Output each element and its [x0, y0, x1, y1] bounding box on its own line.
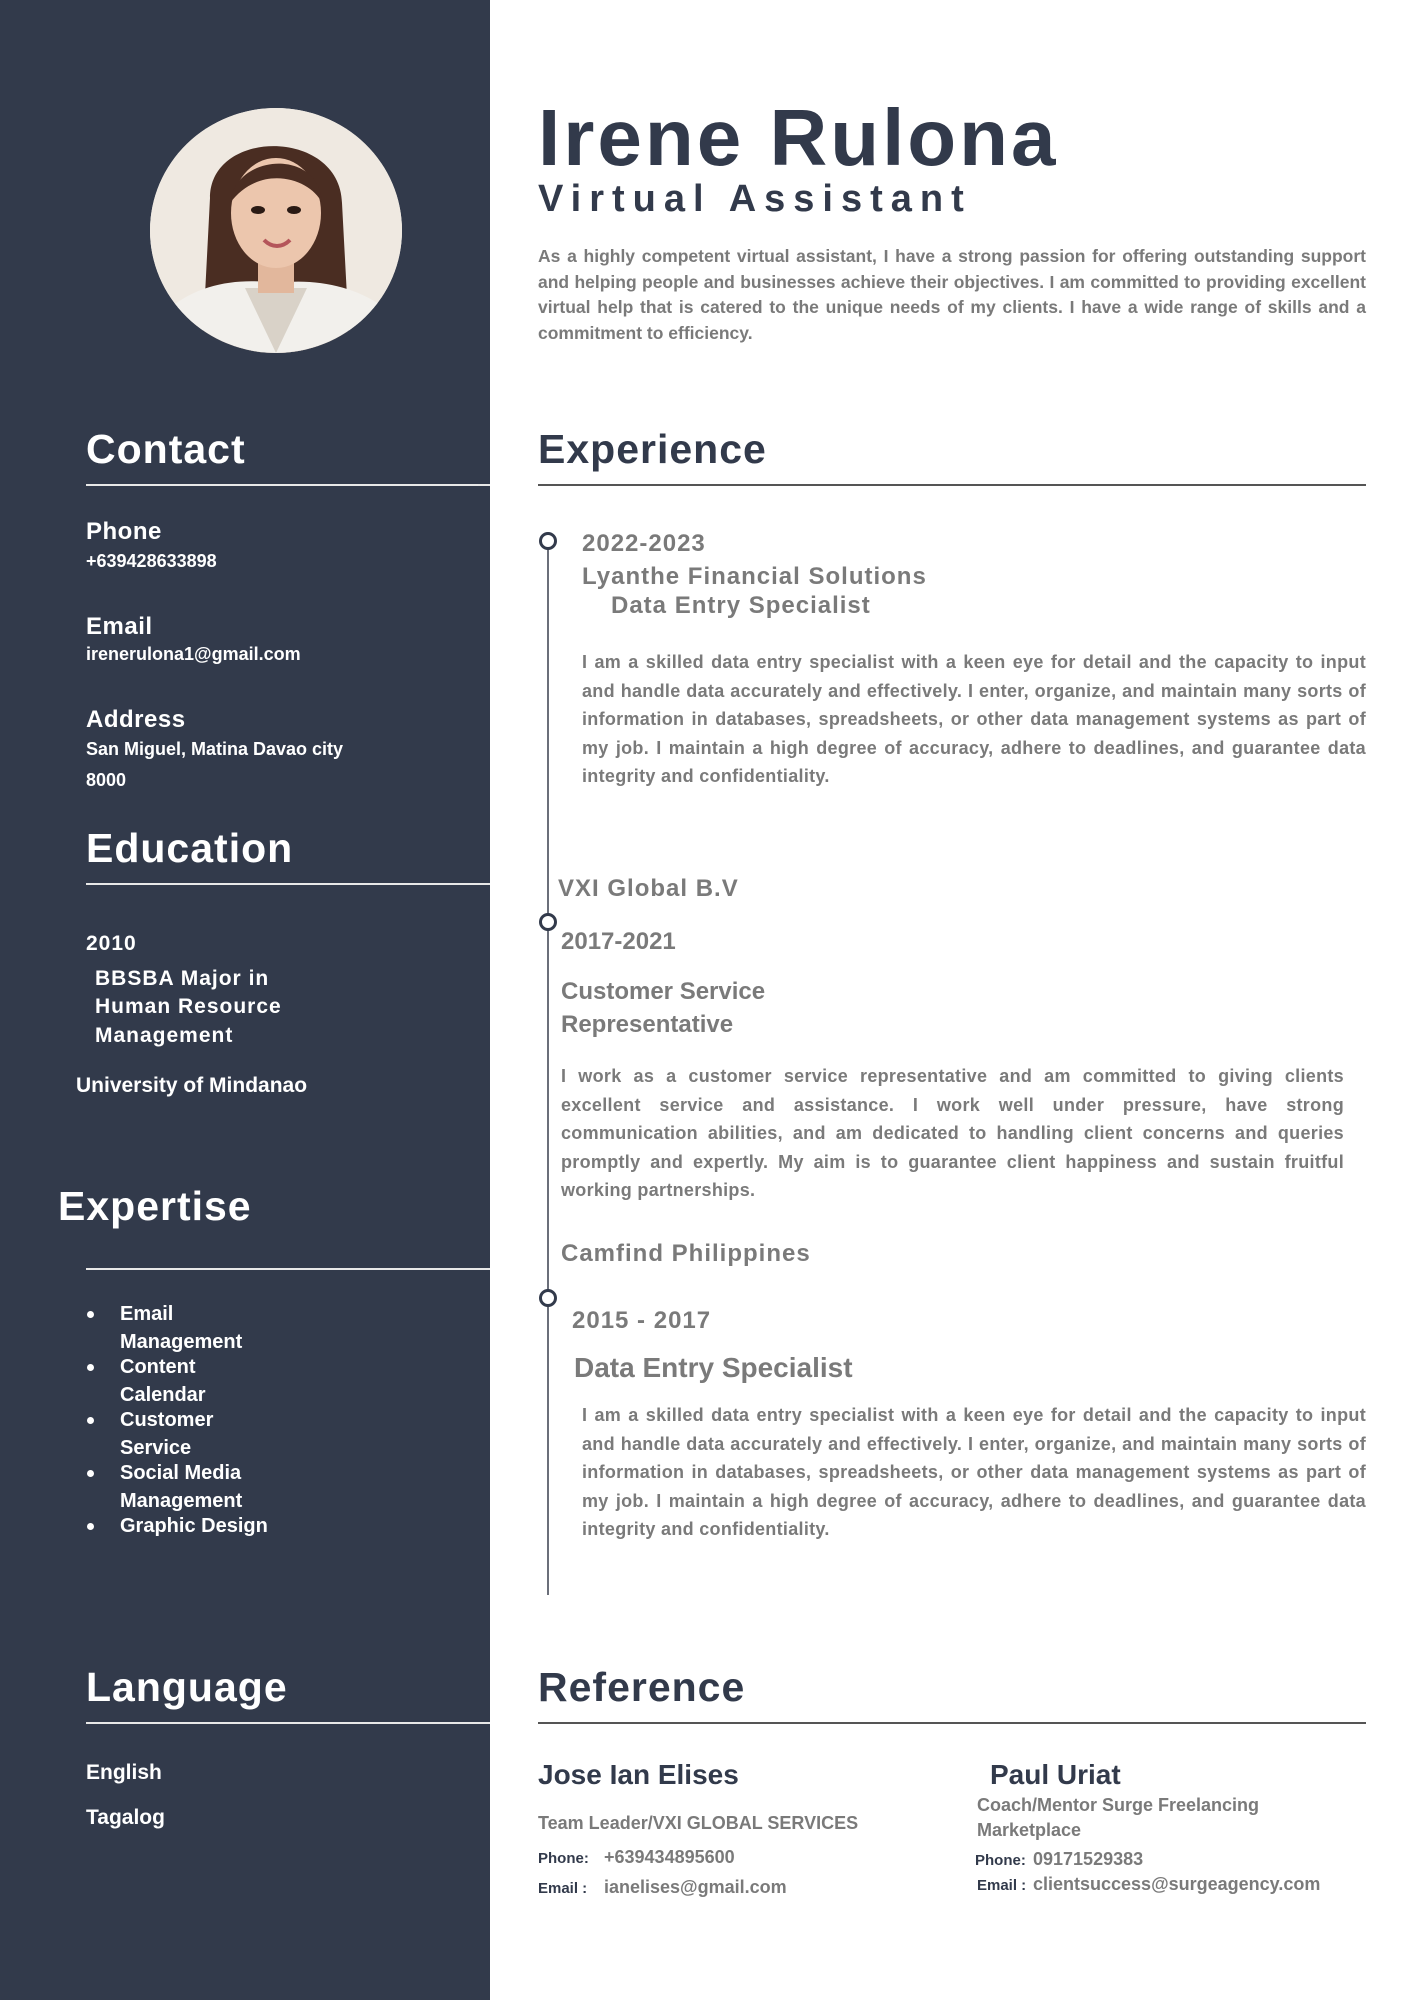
job-2-years: 2017-2021: [561, 928, 676, 955]
job-3-description: I am a skilled data entry specialist with a keen eye for detail and the capacity to input and handle data accurately and effectively. I enter, organize, and maintain many sorts of information in databases, spreadsheets, or other data management systems as part of my job. I maintain a high degree of accuracy, adhere to deadlines, and guarantee data integrity and confidentiality.: [582, 1405, 1366, 1539]
job-2-title-line-1: Customer Service: [561, 978, 766, 1005]
reference-1-name: Jose Ian Elises: [538, 1759, 739, 1790]
profile-photo: [150, 108, 402, 353]
candidate-name: Irene Rulona: [538, 93, 1059, 182]
reference-2-email: clientsuccess@surgeagency.com: [1033, 1874, 1321, 1894]
job-2-company: VXI Global B.V: [558, 875, 739, 902]
expertise-list: [86, 1300, 320, 1540]
email-label: Email: [86, 613, 153, 640]
address-line-1: San Miguel, Matina Davao city: [86, 739, 344, 759]
expertise-heading: Expertise: [58, 1183, 252, 1229]
job-2-title-line-2: Representative: [561, 1011, 734, 1038]
address-label: Address: [86, 706, 186, 733]
job-2-description: I work as a customer service representative and am committed to giving clients excellent service and assistance. I work well under pressure, have strong communication abilities, and am dedicated to handling client concerns and queries promptly and expertly. My aim is to guarantee client happiness and sustain fruitful working partnerships.: [561, 1066, 1344, 1200]
job-3-company: Camfind Philippines: [561, 1240, 811, 1267]
timeline-dot: [539, 913, 557, 931]
reference-2-position-line-1: Coach/Mentor Surge Freelancing: [977, 1795, 1260, 1815]
experience-divider: [538, 484, 1366, 486]
email-value: irenerulona1@gmail.com: [86, 644, 301, 664]
expertise-item: Customer Service: [120, 1406, 320, 1462]
expertise-item: Content Calendar: [120, 1353, 320, 1409]
language-heading: Language: [86, 1664, 288, 1710]
language-english: English: [86, 1761, 162, 1784]
timeline-dot: [539, 1289, 557, 1307]
candidate-role: Virtual Assistant: [538, 178, 972, 220]
reference-2-name: Paul Uriat: [990, 1759, 1121, 1790]
language-divider: [86, 1722, 490, 1724]
job-3-title: Data Entry Specialist: [574, 1352, 853, 1383]
job-1-years: 2022-2023: [582, 530, 706, 557]
job-1-company: Lyanthe Financial Solutions: [582, 563, 927, 590]
reference-2-phone-label: Phone:: [975, 1852, 1026, 1869]
degree-line-2: Human Resource: [95, 995, 282, 1018]
expertise-item: Social Media Management: [120, 1459, 320, 1515]
address-line-2: 8000: [86, 770, 127, 790]
school-name: University of Mindanao: [76, 1074, 308, 1097]
reference-divider: [538, 1722, 1366, 1724]
expertise-item: Email Management: [120, 1300, 320, 1356]
job-3-years: 2015 - 2017: [572, 1307, 712, 1334]
reference-2-position-line-2: Marketplace: [977, 1820, 1082, 1840]
phone-value: +639428633898: [86, 551, 217, 571]
education-year: 2010: [86, 932, 137, 955]
language-tagalog: Tagalog: [86, 1806, 165, 1829]
contact-heading: Contact: [86, 426, 246, 472]
expertise-item: Graphic Design: [120, 1512, 320, 1540]
phone-label: Phone: [86, 518, 162, 545]
summary-text: As a highly competent virtual assistant, I have a strong passion for offering outstanding support and helping people and businesses achieve their objectives. I am committed to providing excellent virtual help that is catered to the unique needs of my clients. I have a wide range of skills and a commitment to efficiency.: [538, 246, 1366, 343]
degree-line-3: Management: [95, 1024, 234, 1047]
experience-heading: Experience: [538, 426, 767, 472]
reference-1-email-label: Email :: [538, 1880, 588, 1897]
education-divider: [86, 883, 490, 885]
job-1-title: Data Entry Specialist: [611, 592, 871, 619]
timeline-line: [547, 540, 549, 1595]
reference-1-position: Team Leader/VXI GLOBAL SERVICES: [538, 1813, 859, 1833]
reference-1-phone-label: Phone:: [538, 1850, 589, 1867]
contact-divider: [86, 484, 490, 486]
reference-1-email: ianelises@gmail.com: [604, 1877, 787, 1897]
reference-2-email-label: Email :: [977, 1877, 1027, 1894]
timeline-dot: [539, 532, 557, 550]
education-heading: Education: [86, 825, 294, 871]
expertise-divider: [86, 1268, 490, 1270]
reference-2-phone: 09171529383: [1033, 1849, 1144, 1869]
reference-heading: Reference: [538, 1664, 746, 1710]
job-1-description: I am a skilled data entry specialist with a keen eye for detail and the capacity to input and handle data accurately and effectively. I enter, organize, and maintain many sorts of information in databases, spreadsheets, or other data management systems as part of my job. I maintain a high degree of accuracy, adhere to deadlines, and guarantee data integrity and confidentiality.: [582, 652, 1366, 786]
degree-line-1: BBSBA Major in: [95, 967, 270, 990]
reference-1-phone: +639434895600: [604, 1847, 735, 1867]
